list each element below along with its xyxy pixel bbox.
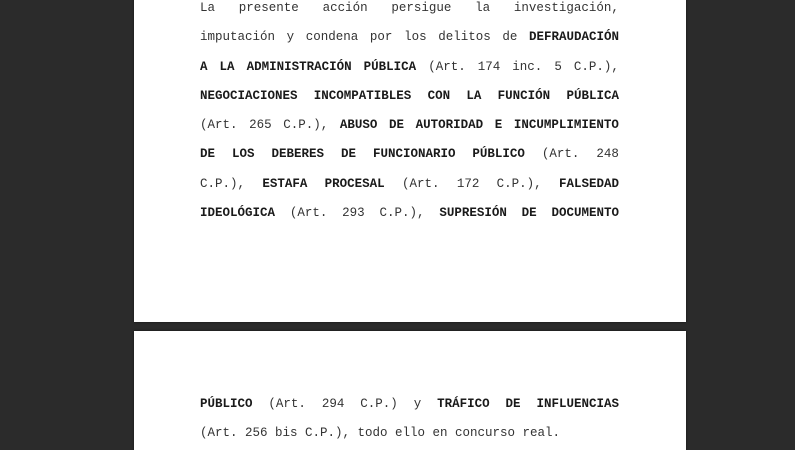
word-part: ABUSO <box>339 118 378 133</box>
word <box>370 23 393 52</box>
word <box>402 170 440 199</box>
word-part: C.P.), <box>200 176 246 191</box>
word-part: AUTORIDAD <box>415 118 484 133</box>
word <box>495 111 503 140</box>
word <box>200 23 275 52</box>
word-part: 248 <box>596 147 619 162</box>
word-part: 174 <box>477 59 501 74</box>
word-part: ESTAFA <box>262 176 308 191</box>
word-part: C.P.), <box>379 206 425 221</box>
word-part: (Art. <box>289 206 328 221</box>
word-part: C.P.), <box>573 59 619 74</box>
word <box>290 199 328 228</box>
word <box>325 170 385 199</box>
word <box>200 390 253 419</box>
word <box>478 53 501 82</box>
word-part: DE <box>505 397 521 411</box>
text-line <box>200 140 619 169</box>
word-part: los <box>404 30 427 45</box>
text-line <box>200 53 619 82</box>
word <box>373 140 456 169</box>
word <box>220 53 235 82</box>
word-part: LOS <box>231 147 255 162</box>
text-line <box>200 23 619 52</box>
word-part: PROCESAL <box>324 176 385 191</box>
word-part: TRÁFICO <box>437 397 490 411</box>
word <box>306 23 359 52</box>
word <box>200 111 238 140</box>
word <box>391 0 451 23</box>
word <box>360 390 398 419</box>
word <box>574 53 619 82</box>
word-part: (Art. <box>428 59 466 74</box>
word-part: DE <box>200 147 216 162</box>
word <box>200 140 215 169</box>
word <box>566 82 619 111</box>
word <box>551 199 619 228</box>
word-part: SUPRESIÓN <box>439 206 507 221</box>
word-part: (Art. <box>541 147 580 162</box>
word-part: DE <box>340 147 356 162</box>
word <box>262 170 307 199</box>
word-part: 265 <box>249 118 272 133</box>
word <box>364 53 417 82</box>
word <box>322 390 345 419</box>
word <box>200 82 298 111</box>
word-part: LA <box>219 59 235 74</box>
word-part: 293 <box>342 206 365 221</box>
word-part: FUNCIONARIO <box>372 147 456 162</box>
word-part: presente <box>238 1 299 15</box>
word <box>512 53 542 82</box>
word <box>200 199 275 228</box>
word <box>457 170 480 199</box>
word <box>287 23 295 52</box>
page-1-text <box>200 0 619 228</box>
word-part: inc. <box>512 59 543 74</box>
document-page-2 <box>134 331 686 450</box>
text-segment: (Art. 256 bis C.P.), todo ello en concurso real. <box>200 426 561 441</box>
text-line <box>200 82 619 111</box>
text-line <box>200 199 619 228</box>
word <box>514 0 619 23</box>
word <box>428 82 451 111</box>
word <box>239 0 299 23</box>
word-part: PÚBLICA <box>363 59 417 74</box>
word-part: C.P.), <box>283 118 329 133</box>
word-part: PÚBLICO <box>472 147 525 162</box>
word <box>554 53 562 82</box>
word-part: investigación, <box>513 1 619 15</box>
word <box>559 170 619 199</box>
word <box>475 0 490 23</box>
word <box>438 23 491 52</box>
word-part: DE <box>389 118 405 133</box>
word-part: la <box>475 1 491 15</box>
word-part: INCUMPLIMIENTO <box>513 118 619 133</box>
word <box>596 140 619 169</box>
word-part: E <box>494 118 503 133</box>
word-part: La <box>200 1 216 15</box>
word <box>498 82 551 111</box>
word <box>232 140 255 169</box>
word-part: de <box>502 30 518 45</box>
word <box>200 0 215 23</box>
word-part: IDEOLÓGICA <box>200 206 276 221</box>
word <box>529 23 619 52</box>
word-part: imputación <box>200 30 276 45</box>
word-part: ADMINISTRACIÓN <box>246 59 352 74</box>
word-part: LA <box>466 88 482 103</box>
word <box>536 390 619 419</box>
word-part: y <box>286 30 295 45</box>
word <box>283 111 328 140</box>
word <box>389 111 404 140</box>
word <box>466 82 481 111</box>
text-line <box>200 111 619 140</box>
word <box>271 140 324 169</box>
word <box>502 23 517 52</box>
word-part: 5 <box>554 59 562 74</box>
word-part: DE <box>521 206 537 221</box>
word <box>268 390 306 419</box>
word <box>497 170 542 199</box>
word-part: y <box>413 397 422 411</box>
word <box>341 140 356 169</box>
word-part: INFLUENCIAS <box>536 397 619 411</box>
word <box>379 199 424 228</box>
text-line <box>200 0 619 23</box>
word <box>247 53 352 82</box>
word <box>414 390 422 419</box>
word-part: INCOMPATIBLES <box>313 88 412 103</box>
word-part: DOCUMENTO <box>551 206 619 221</box>
word-part: NEGOCIACIONES <box>200 88 298 103</box>
word <box>404 23 427 52</box>
text-line <box>200 390 619 419</box>
word-part: C.P.), <box>496 176 542 191</box>
document-page-1 <box>134 0 686 322</box>
word <box>416 111 484 140</box>
word <box>514 111 619 140</box>
word-part: delitos <box>438 30 491 45</box>
word <box>314 82 412 111</box>
word-part: persigue <box>391 1 452 15</box>
word <box>200 53 208 82</box>
word <box>472 140 525 169</box>
word <box>340 111 378 140</box>
word <box>323 0 368 23</box>
word <box>428 53 466 82</box>
page-2-text <box>200 390 619 449</box>
word-part: 172 <box>456 176 480 191</box>
text-line <box>200 170 619 199</box>
word-part: CON <box>427 88 451 103</box>
word <box>200 170 245 199</box>
word <box>437 390 490 419</box>
word-part: FUNCIÓN <box>497 88 551 103</box>
word-part: A <box>200 59 208 74</box>
word-part: DEFRAUDACIÓN <box>528 30 619 45</box>
word-part: C.P.) <box>360 397 398 411</box>
word <box>506 390 521 419</box>
word-part: PÚBLICA <box>566 88 619 103</box>
word-part: (Art. <box>401 176 440 191</box>
word-part: (Art. <box>200 118 238 133</box>
word-part: condena <box>305 30 359 45</box>
word <box>522 199 537 228</box>
word <box>249 111 272 140</box>
word-part: FALSEDAD <box>558 176 619 191</box>
word-part: acción <box>322 1 368 15</box>
word-part: 294 <box>321 397 345 411</box>
word-part: por <box>369 30 393 45</box>
word-part: PÚBLICO <box>200 397 253 411</box>
word-part: DEBERES <box>271 147 324 162</box>
word <box>342 199 365 228</box>
word <box>439 199 507 228</box>
word <box>542 140 580 169</box>
word-part: (Art. <box>268 397 306 411</box>
text-line <box>200 419 619 448</box>
